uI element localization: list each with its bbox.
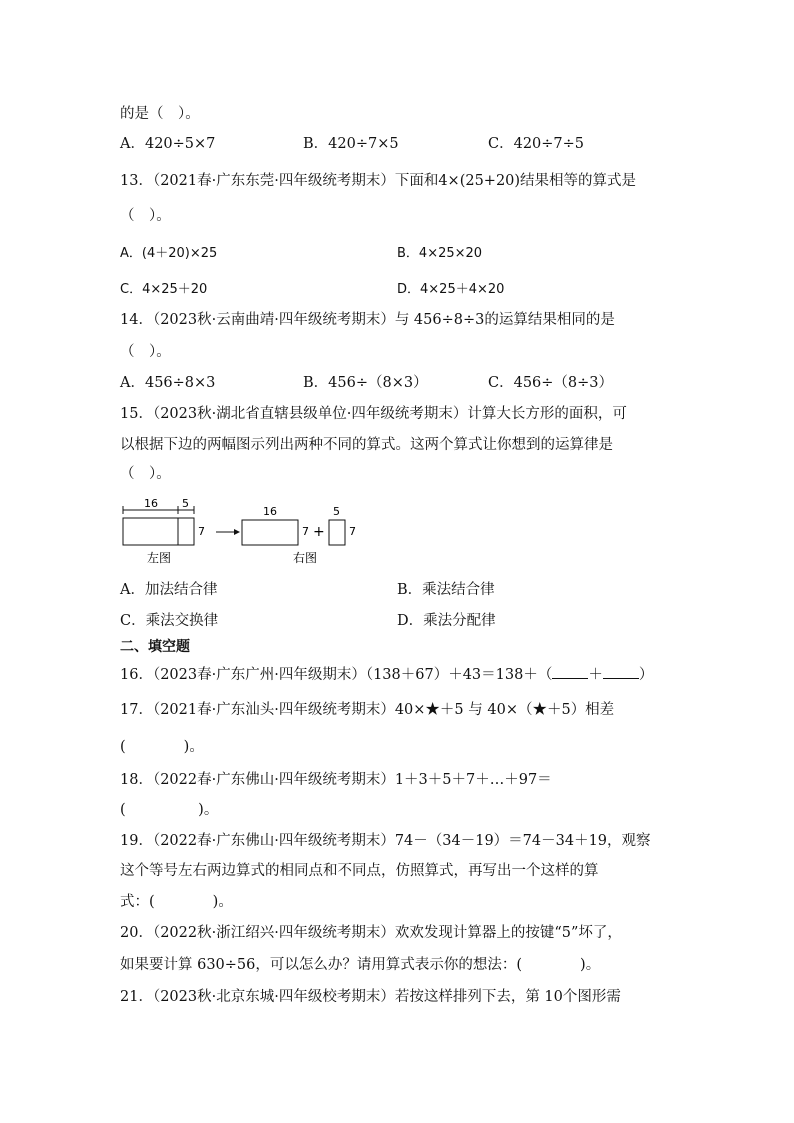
q12-option-c: C．420÷7÷5 bbox=[488, 136, 585, 152]
q13-option-d: D．4×25＋4×20 bbox=[397, 282, 505, 297]
q20-stem-2: 如果要计算 630÷56，可以怎么办？请用算式表示你的想法：( )。 bbox=[120, 957, 601, 973]
q17-blank: ( )。 bbox=[120, 739, 204, 755]
q17-stem: 17．（2021春·广东汕头·四年级统考期末）40×★＋5 与 40×（★＋5）相差 bbox=[120, 702, 615, 718]
plus-sign: + bbox=[313, 524, 325, 540]
q13-option-c: C．4×25＋20 bbox=[120, 282, 208, 297]
q15-option-a: A．加法结合律 bbox=[120, 582, 218, 598]
q14-option-a: A．456÷8×3 bbox=[120, 375, 216, 391]
q18-blank: ( )。 bbox=[120, 802, 219, 818]
q13-blank: （ ）。 bbox=[120, 208, 171, 224]
small-rectangle bbox=[329, 520, 345, 545]
q13-option-a: A．(4＋20)×25 bbox=[120, 246, 218, 261]
q18-stem: 18．（2022春·广东佛山·四年级统考期末）1＋3＋5＋7＋…＋97＝ bbox=[120, 772, 552, 788]
right-big-rectangle bbox=[242, 520, 298, 545]
q16-blank-2 bbox=[603, 664, 639, 679]
q19-blank: 式：( )。 bbox=[120, 894, 233, 910]
q20-stem: 20．（2022秋·浙江绍兴·四年级统考期末）欢欢发现计算器上的按键“5”坏了， bbox=[120, 925, 622, 941]
q19-stem: 19．（2022春·广东佛山·四年级统考期末）74－（34－19）＝74－34＋19，观察 bbox=[120, 833, 651, 849]
q15-option-b: B．乘法结合律 bbox=[397, 582, 495, 598]
q13-stem: 13．（2021春·广东东莞·四年级统考期末）下面和4×(25+20)结果相等的算式是 bbox=[120, 173, 637, 189]
small-width-label: 5 bbox=[333, 505, 340, 518]
q12-option-b: B．420÷7×5 bbox=[303, 136, 399, 152]
left-small-width-label: 5 bbox=[182, 497, 189, 510]
q15-stem: 15．（2023秋·湖北省直辖县级单位·四年级统考期末）计算大长方形的面积，可 bbox=[120, 406, 627, 422]
q16-text: 16．（2023春·广东广州·四年级期末）（138＋67）＋43＝138＋（ bbox=[120, 667, 553, 683]
q16-stem bbox=[120, 664, 653, 685]
q14-option-c: C．456÷（8÷3） bbox=[488, 375, 614, 391]
right-width-label: 16 bbox=[263, 505, 277, 518]
q14-blank: （ ）。 bbox=[120, 344, 171, 360]
q12-tail: 的是（ ）。 bbox=[120, 106, 200, 122]
q12-option-a: A．420÷5×7 bbox=[120, 136, 216, 152]
left-caption: 左图 bbox=[147, 551, 172, 565]
right-caption: 右图 bbox=[293, 551, 318, 565]
q15-option-c: C．乘法交换律 bbox=[120, 613, 219, 629]
q15-blank: （ ）。 bbox=[120, 466, 171, 482]
q15-stem-2: 以根据下边的两幅图示列出两种不同的算式。这两个算式让你想到的运算律是 bbox=[120, 437, 613, 453]
q16-close: ） bbox=[638, 667, 654, 683]
q13-option-b: B．4×25×20 bbox=[397, 246, 483, 261]
q15-option-d: D．乘法分配律 bbox=[397, 613, 496, 629]
left-big-rectangle bbox=[123, 518, 194, 545]
q14-stem: 14．（2023秋·云南曲靖·四年级统考期末）与 456÷8÷3的运算结果相同的是 bbox=[120, 312, 615, 328]
left-height-label: 7 bbox=[198, 525, 205, 538]
q14-option-b: B．456÷（8×3） bbox=[303, 375, 428, 391]
q16-blank-1 bbox=[552, 664, 588, 679]
q19-stem-2: 这个等号左右两边算式的相同点和不同点，仿照算式，再写出一个这样的算 bbox=[120, 863, 599, 879]
q16-plus: ＋ bbox=[588, 667, 603, 683]
left-width-label: 16 bbox=[144, 497, 158, 510]
right-height-label: 7 bbox=[302, 525, 309, 538]
area-diagram bbox=[118, 496, 368, 566]
small-height-label: 7 bbox=[349, 525, 356, 538]
section-title: 二、填空题 bbox=[120, 639, 190, 655]
q21-stem: 21．（2023秋·北京东城·四年级校考期末）若按这样排列下去，第 10个图形需 bbox=[120, 989, 621, 1005]
